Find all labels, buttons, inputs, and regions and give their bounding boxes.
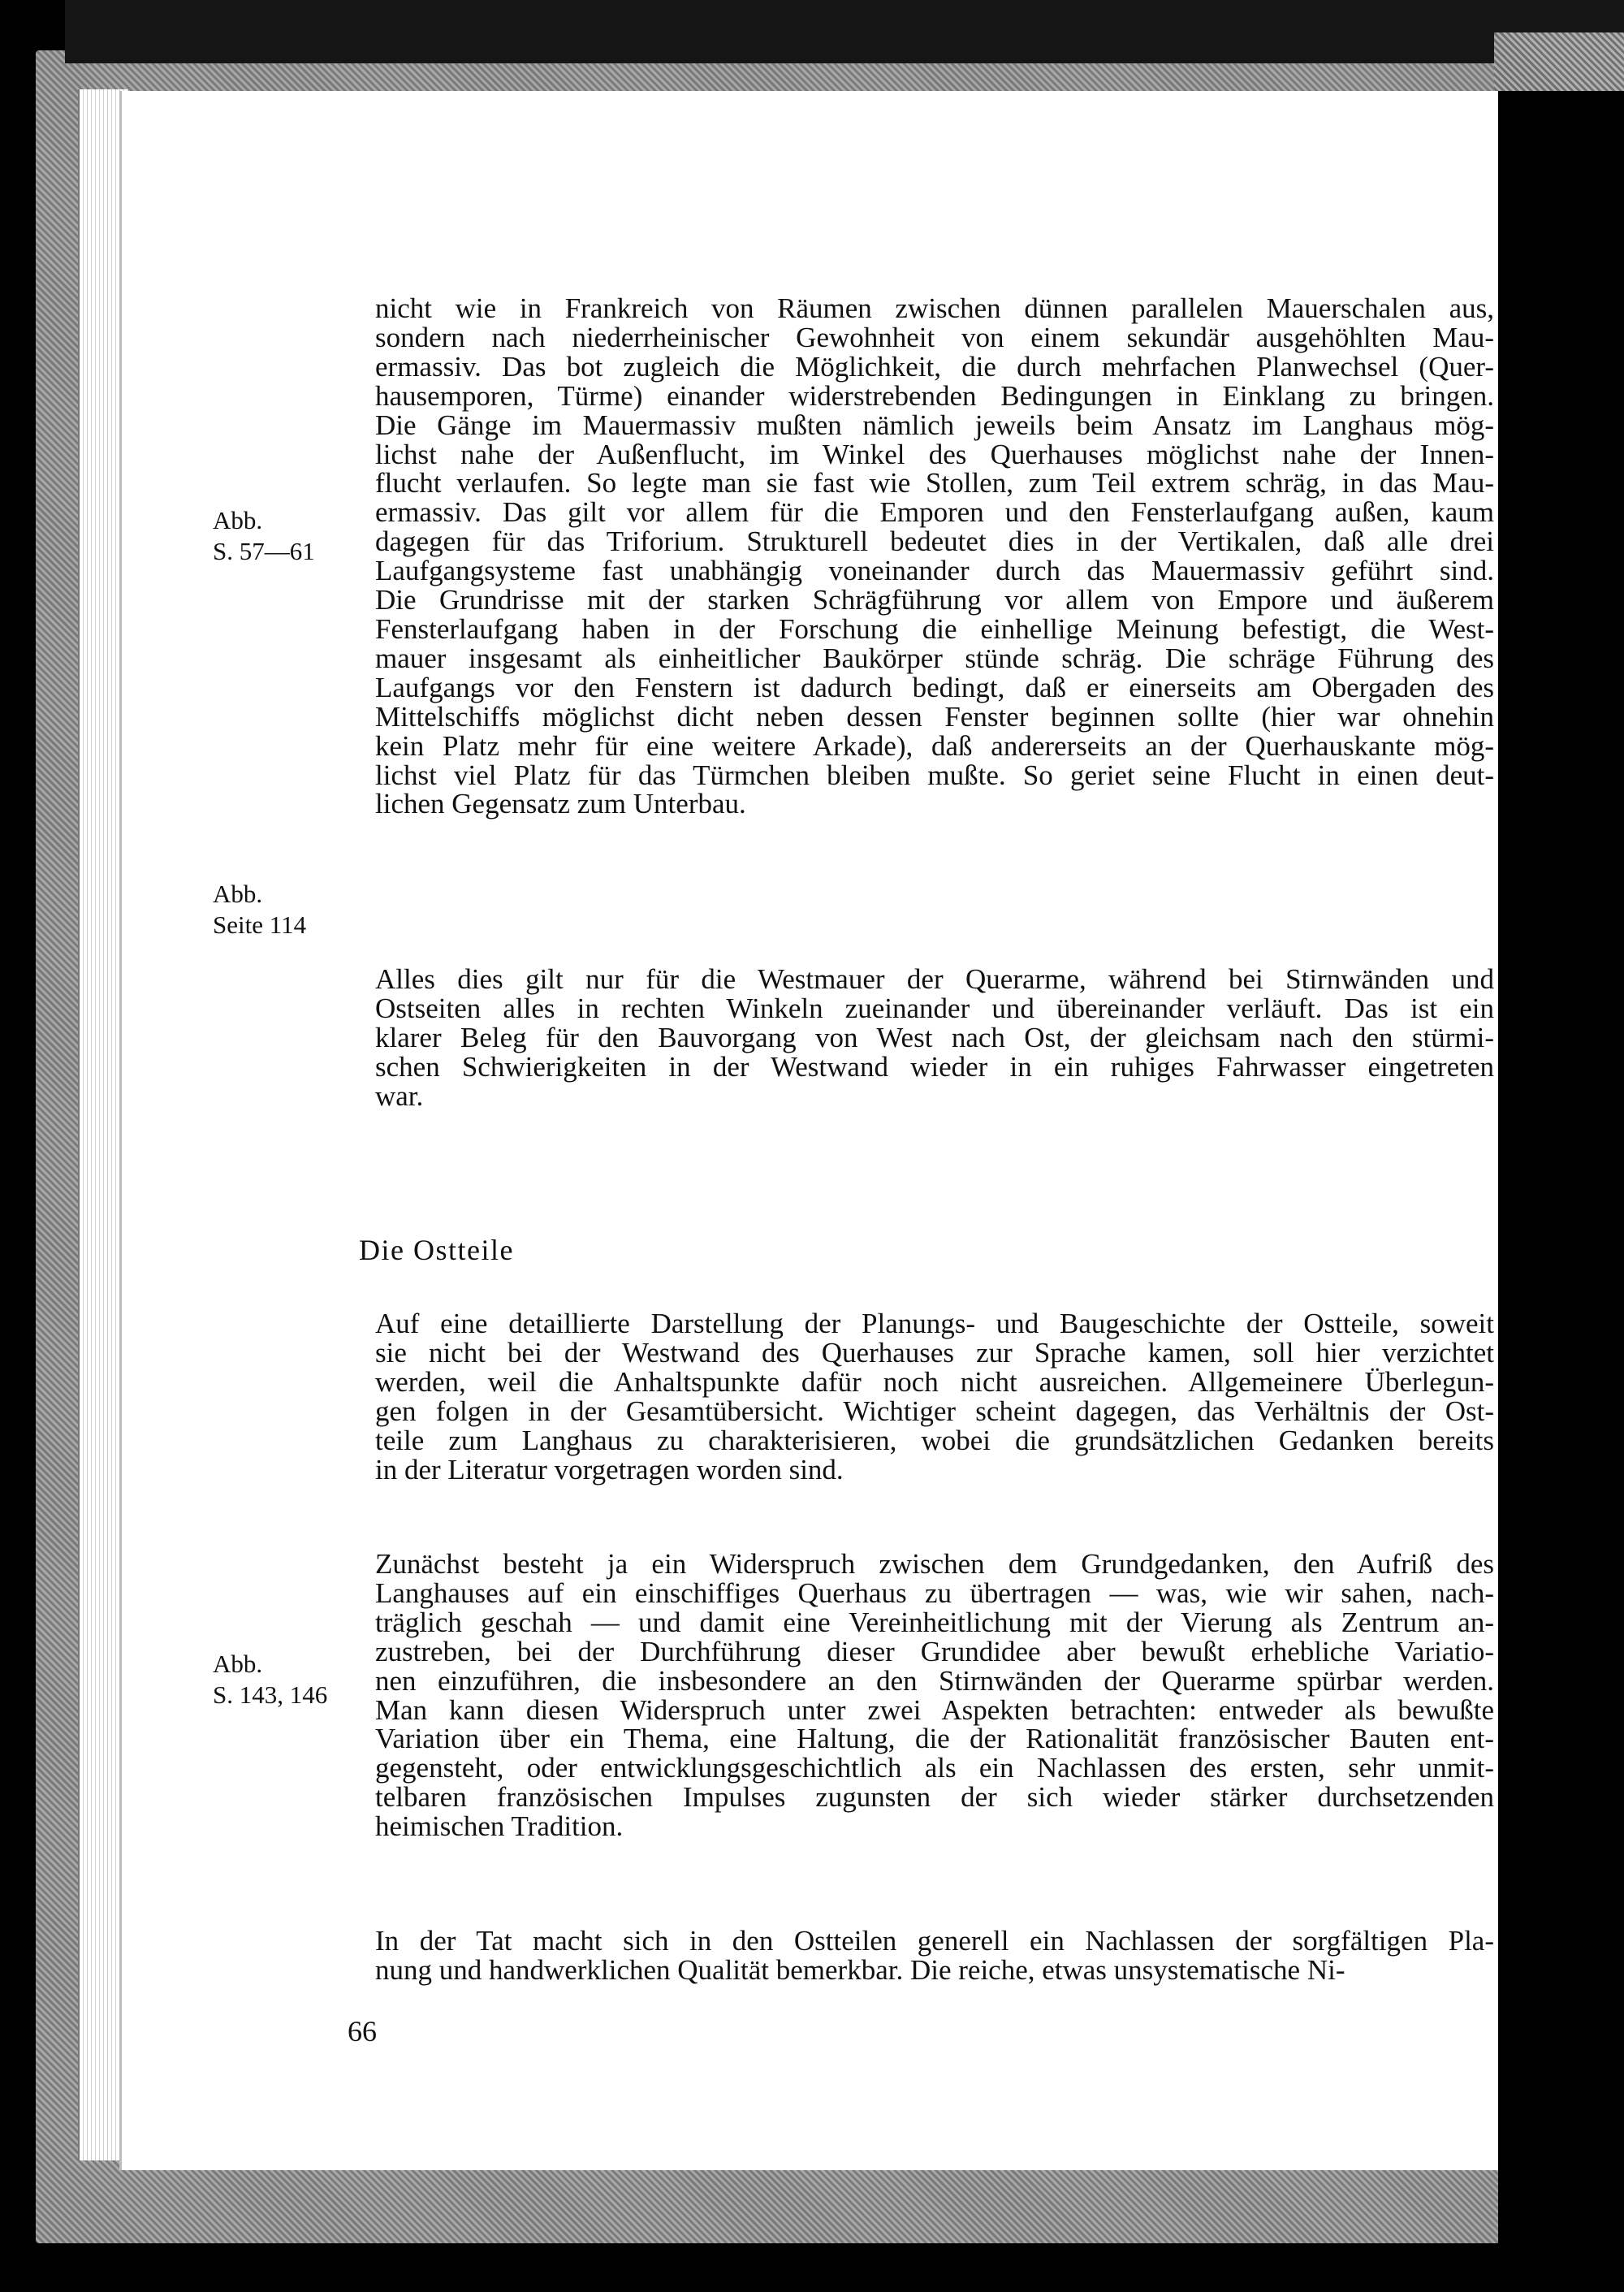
text-line: teile zum Langhaus zu charakterisieren, wobei die grundsätzlichen Gedanken bereits — [375, 1424, 1494, 1456]
text-line: lichen Gegensatz zum Unterbau. — [375, 788, 746, 820]
text-line: Auf eine detaillierte Darstellung der Planungs- und Baugeschichte der Ostteile, soweit — [375, 1308, 1494, 1339]
margin-note-label: Abb. — [213, 1650, 263, 1678]
text-line: heimischen Tradition. — [375, 1810, 624, 1843]
text-line: nicht wie in Frankreich von Räumen zwischen dünnen parallelen Mauerschalen aus, — [375, 292, 1494, 324]
text-line: sie nicht bei der Westwand des Querhauses zur Sprache kamen, soll hier verzichtet — [375, 1336, 1494, 1369]
text-line: ermassiv. Das bot zugleich die Möglichkeit, die durch mehrfachen Planwechsel (Quer- — [375, 350, 1494, 383]
text-line: hausemporen, Türme) einander widerstrebenden Bedingungen in Einklang zu bringen. — [375, 379, 1494, 412]
text-line: gen folgen in der Gesamtübersicht. Wichtiger scheint dagegen, das Verhältnis der Ost- — [375, 1395, 1494, 1427]
paragraph-1 — [375, 294, 1494, 819]
text-line: werden, weil die Anhaltspunkte dafür noch nicht ausreichen. Allgemeinere Überlegun- — [375, 1365, 1494, 1398]
text-line: telbaren französischen Impulses zugunsten der sich wieder stärker durchsetzenden — [375, 1781, 1494, 1814]
margin-note-ref: S. 143, 146 — [213, 1680, 328, 1709]
text-line: flucht verlaufen. So legte man sie fast wie Stollen, zum Teil extrem schräg, in das Mau- — [375, 467, 1494, 499]
text-line: Variation über ein Thema, eine Haltung, die der Rationalität französischer Bauten ent- — [375, 1723, 1494, 1755]
text-line: zustreben, bei der Durchführung dieser Grundidee aber bewußt erhebliche Variatio- — [375, 1635, 1494, 1667]
text-line: Alles dies gilt nur für die Westmauer der Querarme, während bei Stirnwänden und — [375, 963, 1494, 995]
text-line: klarer Beleg für den Bauvorgang von West nach Ost, der gleichsam nach den stürmi- — [375, 1021, 1494, 1053]
text-line: kein Platz mehr für eine weitere Arkade), daß andererseits an der Querhauskante mög- — [375, 729, 1494, 762]
text-line: nen einzuführen, die insbesondere an den Stirnwänden der Querarme spürbar werden. — [375, 1664, 1494, 1697]
text-line: lichst nahe der Außenflucht, im Winkel des Querhauses möglichst nahe der Innen- — [375, 438, 1494, 470]
text-line: mauer insgesamt als einheitlicher Baukörper stünde schräg. Die schräge Führung des — [375, 642, 1494, 674]
text-line: Laufgangs vor den Fenstern ist dadurch bedingt, daß er einerseits am Obergaden des — [375, 671, 1494, 703]
text-line: schen Schwierigkeiten in der Westwand wieder in ein ruhiges Fahrwasser eingetreten — [375, 1050, 1494, 1083]
text-line: träglich geschah — und damit eine Vereinheitlichung mit der Vierung als Zentrum an- — [375, 1606, 1494, 1638]
text-line: nung und handwerklichen Qualität bemerkbar. Die reiche, etwas unsystematische Ni- — [375, 1953, 1345, 1986]
margin-note — [213, 1649, 367, 1710]
text-line: Ostseiten alles in rechten Winkeln zueinander und übereinander verläuft. Das ist ein — [375, 992, 1494, 1024]
page-edges — [78, 89, 128, 2160]
paragraph-4 — [375, 1550, 1494, 1841]
text-line: in der Literatur vorgetragen worden sind. — [375, 1453, 844, 1485]
text-line: gegensteht, oder entwicklungsgeschichtlich als ein Nachlassen des ersten, sehr unmit- — [375, 1752, 1494, 1784]
background-right — [1498, 91, 1624, 2292]
margin-note — [213, 505, 367, 567]
background-top — [65, 0, 1624, 63]
text-line: Fensterlaufgang haben in der Forschung die einhellige Meinung befestigt, die West- — [375, 612, 1494, 645]
text-line: In der Tat macht sich in den Ostteilen generell ein Nachlassen der sorgfältigen Pla- — [375, 1925, 1494, 1957]
margin-note-ref: Seite 114 — [213, 910, 307, 939]
margin-note-label: Abb. — [213, 880, 263, 908]
text-line: Die Grundrisse mit der starken Schrägführung vor allem von Empore und äußerem — [375, 584, 1494, 616]
paragraph-2 — [375, 965, 1494, 1111]
text-line: lichst viel Platz für das Türmchen bleiben mußte. So geriet seine Flucht in einen deut- — [375, 759, 1494, 791]
section-heading: Die Ostteile — [359, 1234, 514, 1266]
text-line: Mittelschiffs möglichst dicht neben dessen Fenster beginnen sollte (hier war ohnehin — [375, 700, 1494, 733]
margin-note-ref: S. 57—61 — [213, 537, 315, 565]
text-line: sondern nach niederrheinischer Gewohnheit von einem sekundär ausgehöhlten Mau- — [375, 321, 1494, 353]
margin-note — [213, 879, 367, 941]
text-line: dagegen für das Triforium. Strukturell bedeutet dies in der Vertikalen, daß alle drei — [375, 525, 1494, 558]
text-line: ermassiv. Das gilt vor allem für die Emporen und den Fensterlaufgang außen, kaum — [375, 496, 1494, 529]
page-number: 66 — [348, 2015, 377, 2048]
paragraph-5 — [375, 1927, 1494, 1985]
text-line: Zunächst besteht ja ein Widerspruch zwischen dem Grundgedanken, den Aufriß des — [375, 1548, 1494, 1580]
text-line: Die Gänge im Mauermassiv mußten nämlich jeweils beim Ansatz im Langhaus mög- — [375, 409, 1494, 441]
paragraph-3 — [375, 1309, 1494, 1484]
margin-note-label: Abb. — [213, 506, 263, 534]
text-line: war. — [375, 1079, 424, 1112]
text-line: Langhauses auf ein einschiffiges Querhaus zu übertragen — was, wie wir sahen, nach- — [375, 1576, 1494, 1609]
text-line: Man kann diesen Widerspruch unter zwei Aspekten betrachten: entweder als bewußte — [375, 1693, 1494, 1726]
text-line: Laufgangsysteme fast unabhängig voneinander durch das Mauermassiv geführt sind. — [375, 555, 1494, 587]
